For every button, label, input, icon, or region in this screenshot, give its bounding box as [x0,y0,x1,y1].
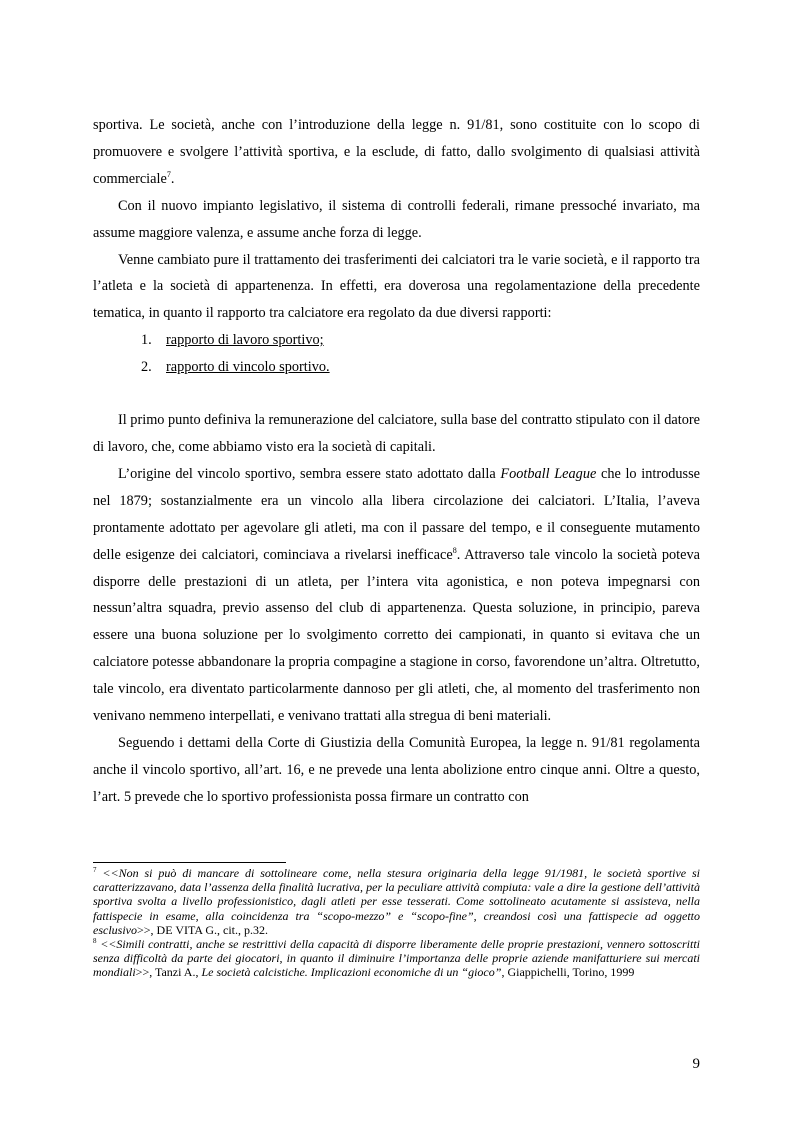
paragraph-5-mid: che lo introdusse nel 1879; sostanzialmente era un vincolo alla libera circolazione dei calciatori. L’Italia, l’aveva prontamente adottato per agevolare gli atleti, ma con il passare del tempo, e il conseguente mutamento delle esigenze dei calciatori, cominciava a rivelarsi inefficace [93,465,700,563]
rapporti-list [93,327,700,381]
list-item-text: rapporto di lavoro sportivo; [166,332,324,349]
list-item-text: rapporto di vincolo sportivo. [166,359,330,376]
footnote-8 [93,937,700,980]
footnote-8-author: >>, Tanzi A., [135,965,202,980]
paragraph-5-end: . Attraverso tale vincolo la società poteva disporre delle prestazioni di un atleta, per l’intera vita agonistica, e non poteva impegnarsi con nessun’altra squadra, previo assenso del club di appartenenza. Questa soluzione, in principio, pareva essere una buona soluzione per lo svolgimento corretto dei campionati, in quanto si evitava che un calciatore potesse abbandonare la propria compagine a stagione in corso, favorendone un’altra. Oltretutto, tale vincolo, era diventato particolarmente dannoso per gli atleti, che, al momento del trasferimento non venivano nemmeno interpellati, e venivano trattati alla stregua di beni materiali. [93,546,700,725]
footnote-7 [93,866,700,937]
footnote-8-publisher: , Giappichelli, Torino, 1999 [501,965,635,980]
list-item-number: 2. [141,359,152,376]
paragraph-3: Venne cambiato pure il trattamento dei trasferimenti dei calciatori tra le varie società, e il rapporto tra l’atleta e la società di appartenenza. In effetti, era doverosa una regolamentazione della precedente tematica, in quanto il rapporto tra calciatore era regolato da due diversi rapporti: [93,251,700,322]
list-item [93,327,700,354]
paragraph-5 [93,461,700,730]
footnotes [93,866,700,980]
paragraph-2: Con il nuovo impianto legislativo, il sistema di controlli federali, rimane pressoché invariato, ma assume maggiore valenza, e assume anche forza di legge. [93,197,700,241]
paragraph-spacer [93,381,700,407]
footnote-8-quote: <<Simili contratti, anche se restrittivi della capacità di disporre liberamente delle proprie prestazioni, vennero sottoscritti senza difficoltà da parte dei giocatori, in quanto il diminuire l’importanza delle proprie aziende manifatturiere sui mercati mondiali [93,937,700,980]
footnote-7-quote: <<Non si può di mancare di sottolineare come, nella stesura originaria della legge 91/1981, le società sportive si caratterizzavano, data l’assenza della finalità lucrativa, per la peculiare attività compiuta: vale a dire la gestione dell’attività sportiva svolta a livello professionistico, dagli atleti per esse tesserati. Come sottolineato acutamente si assisteva, nella fattispecie in esame, alla coincidenza tra “scopo-mezzo” e “scopo-fine”, creandosi così una fattispecie ad oggetto esclusivo [93,866,700,937]
footnote-ref-8: 8 [452,545,457,555]
paragraph-1 [93,112,700,193]
paragraph-1-text: sportiva. Le società, anche con l’introduzione della legge n. 91/81, sono costituite con lo scopo di promuovere e svolgere l’attività sportiva, e la esclude, di fatto, dallo svolgimento di qualsiasi attività commerciale [93,117,700,187]
paragraph-5-start: L’origine del vincolo sportivo, sembra essere stato adottato dalla [118,465,501,482]
paragraph-6: Seguendo i dettami della Corte di Giustizia della Comunità Europea, la legge n. 91/81 regolamenta anche il vincolo sportivo, all’art. 16, e ne prevede una lenta abolizione entro cinque anni. Oltre a questo, l’art. 5 prevede che lo sportivo professionista possa firmare un contratto con [93,734,700,805]
paragraph-4: Il primo punto definiva la remunerazione del calciatore, sulla base del contratto stipulato con il datore di lavoro, che, come abbiamo visto era la società di capitali. [93,412,700,455]
footnote-ref-7: 7 [166,170,171,180]
footnote-separator [93,862,286,863]
football-league-term: Football League [500,465,597,482]
page-number: 9 [692,1056,700,1072]
list-item [93,354,700,381]
main-text [93,112,700,811]
footnote-8-title: Le società calcistiche. Implicazioni economiche di un “gioco” [201,965,502,980]
footnote-7-mark: 7 [93,866,97,874]
list-item-number: 1. [141,332,152,349]
paragraph-1-end: . [170,170,175,187]
footnote-8-mark: 8 [93,937,97,946]
footnote-7-source: >>, DE VITA G., cit., p.32. [137,922,269,937]
